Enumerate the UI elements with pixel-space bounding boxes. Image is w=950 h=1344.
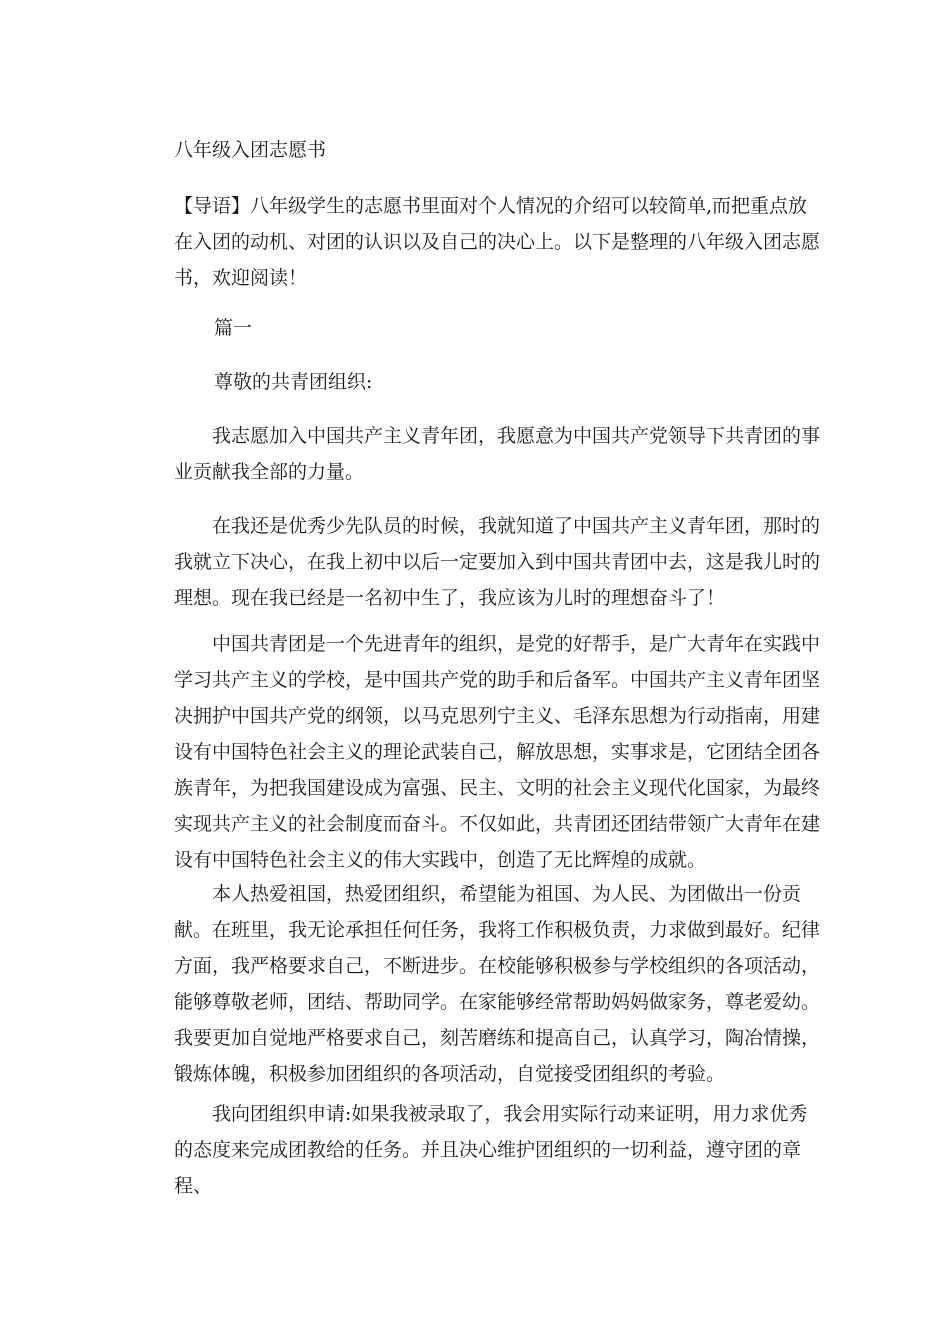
intro-paragraph: 【导语】八年级学生的志愿书里面对个人情况的介绍可以较简单,而把重点放在入团的动机、对团的认识以及自己的决心上。以下是整理的八年级入团志愿书，欢迎阅读！ <box>174 195 821 289</box>
body-paragraph-5: 我向团组织申请:如果我被录取了，我会用实际行动来证明，用力求优秀的态度来完成团教给的任务。并且决心维护团组织的一切利益，遵守团的章程、 <box>174 1103 808 1197</box>
body-paragraph-4: 本人热爱祖国，热爱团组织，希望能为祖国、为人民、为团做出一份贡献。在班里，我无论承担任何任务，我将工作积极负责，力求做到最好。纪律方面，我严格要求自己，不断进步。在校能够积极参与学校组织的各项活动，能够尊敬老师，团结、帮助同学。在家能够经常帮助妈妈做家务，尊老爱幼。我要更加自觉地严格要求自己，刻苦磨练和提高自己，认真学习，陶冶情操，锻炼体魄，积极参加团组织的各项活动，自觉接受团组织的考验。 <box>174 883 821 1085</box>
body-paragraph-3: 中国共青团是一个先进青年的组织，是党的好帮手，是广大青年在实践中学习共产主义的学校，是中国共产党的助手和后备军。中国共产主义青年团坚决拥护中国共产党的纲领，以马克思列宁主义、毛泽东思想为行动指南，用建设有中国特色社会主义的理论武装自己，解放思想，实事求是，它团结全团各族青年，为把我国建设成为富强、民主、文明的社会主义现代化国家，为最终实现共产主义的社会制度而奋斗。不仅如此，共青团还团结带领广大青年在建设有中国特色社会主义的伟大实践中，创造了无比辉煌的成就。 <box>174 633 821 871</box>
section-heading: 篇一 <box>214 317 253 339</box>
body-paragraph-2: 在我还是优秀少先队员的时候，我就知道了中国共产主义青年团，那时的我就立下决心，在我上初中以后一定要加入到中国共青团中去，这是我儿时的理想。现在我已经是一名初中生了，我应该为儿时的理想奋斗了！ <box>174 515 821 609</box>
salutation: 尊敬的共青团组织: <box>214 371 373 393</box>
document-title: 八年级入团志愿书 <box>174 139 327 161</box>
body-paragraph-1: 我志愿加入中国共产主义青年团，我愿意为中国共产党领导下共青团的事业贡献我全部的力量。 <box>174 425 821 483</box>
